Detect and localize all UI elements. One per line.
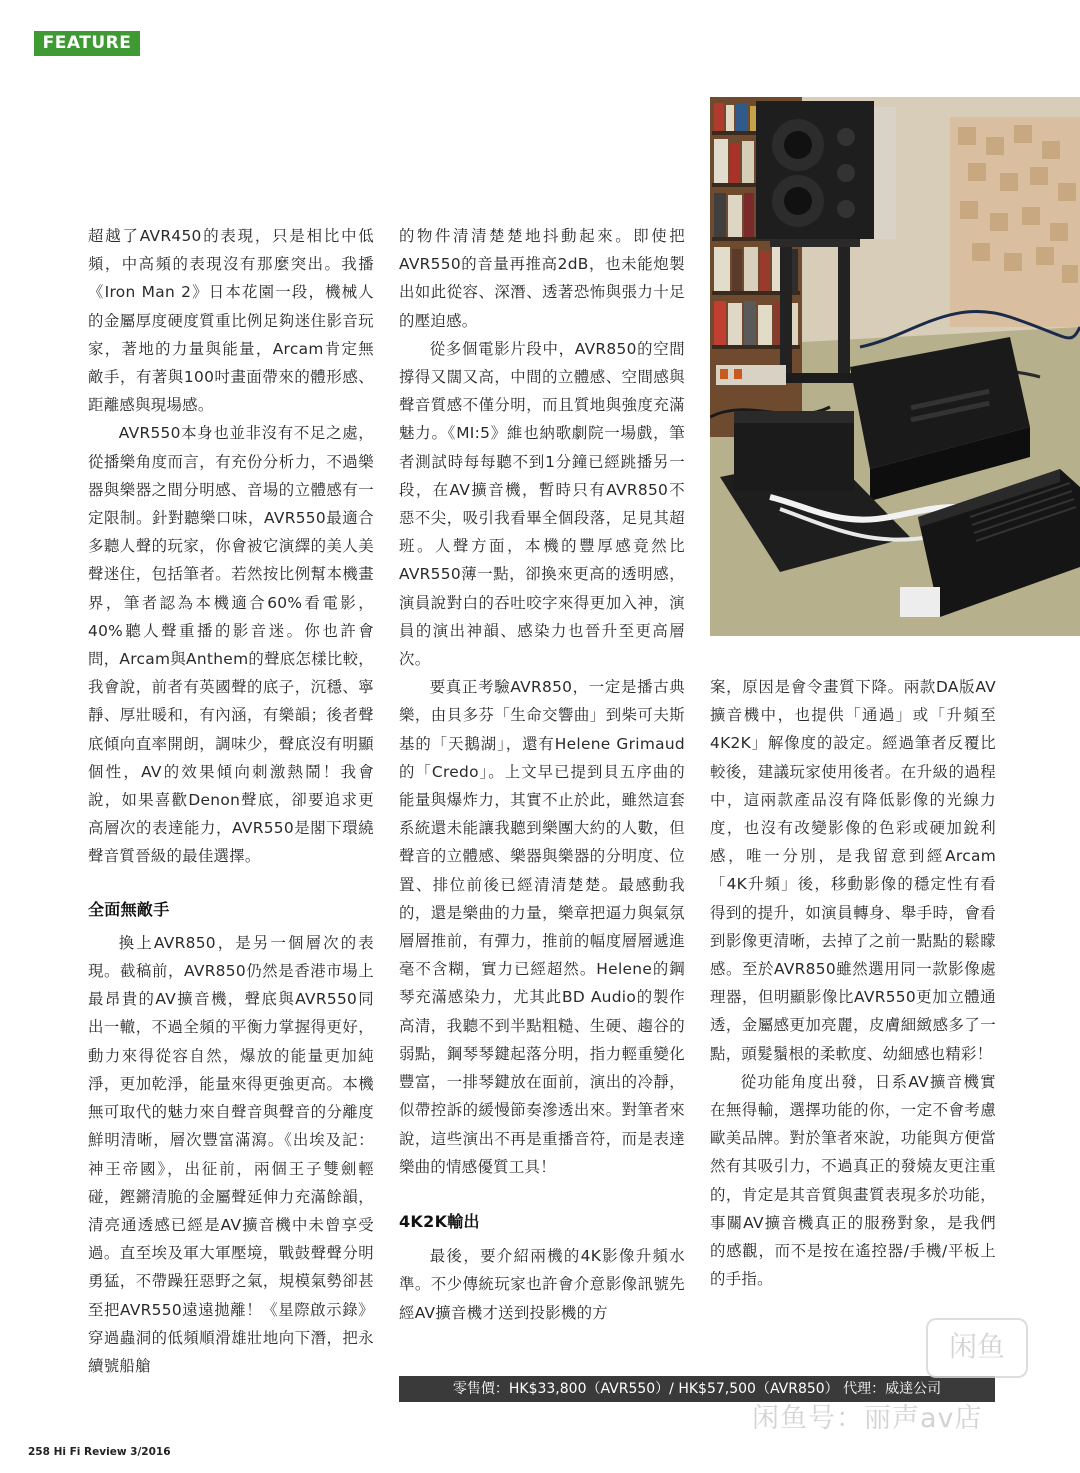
article-column-3 <box>710 673 996 1293</box>
equipment-photo <box>710 97 1080 636</box>
paragraph: 要真正考驗AVR850，一定是播古典樂，由貝多芬「生命交響曲」到柴可夫斯基的「天鵝湖」，還有Helene Grimaud的「Credo」。上文早已提到貝五序曲的能量與爆炸力，其實不止於此，雖然這套系統還未能讓我聽到樂團大約的人數，但聲音的立體感、樂器與樂器的分明度、位置、排位前後已經清清楚楚。最感動我的，還是樂曲的力量，樂章把逼力與氣氛層層推前，有彈力，推前的幅度層層遞進毫不含糊，實力已經超然。Helene的鋼琴充滿感染力，尤其此BD Audio的製作高清，我聽不到半點粗糙、生硬、趨谷的弱點，鋼琴琴鍵起落分明，指力輕重變化豐富，一排琴鍵放在面前，演出的冷靜，似帶控訴的緩慢節奏滲透出來。對筆者來說，這些演出不再是重播音符，而是表達樂曲的情感優質工具！ <box>399 678 685 1176</box>
watermark-logo: 闲鱼 <box>926 1318 1028 1378</box>
article-column-2 <box>399 222 685 1327</box>
section-tag: FEATURE <box>34 31 140 56</box>
watermark-text: 闲鱼号：丽声av店 <box>752 1403 983 1434</box>
paragraph: 案，原因是會令畫質下降。兩款DA版AV擴音機中，也提供「通過」或「升頻至4K2K」解像度的設定。經過筆者反覆比較後，建議玩家使用後者。在升級的過程中，這兩款產品沒有降低影像的光線力度，也沒有改變影像的色彩或硬加銳利感，唯一分別，是我留意到經Arcam「4K升頻」後，移動影像的穩定性有看得到的提升，如演員轉身、舉手時，會看到影像更清晰，去掉了之前一點點的鬆矇感。至於AVR850雖然選用同一款影像處理器，但明顯影像比AVR550更加立體通透，金屬感更加亮麗，皮膚細緻感多了一點，頭髮鬚根的柔軟度、幼細感也精彩！ <box>710 678 996 1063</box>
paragraph: 超越了AVR450的表現，只是相比中低頻，中高頻的表現沒有那麼突出。我播《Iron Man 2》日本花園一段，機械人的金屬厚度硬度質重比例足夠迷住影音玩家，著地的力量與能量，Arcam肯定無敵手，有著與100吋畫面帶來的體形感、距離感與現場感。 <box>88 227 374 415</box>
paragraph: 換上AVR850，是另一個層次的表現。截稿前，AVR850仍然是香港市場上最昂貴的AV擴音機，聲底與AVR550同出一轍，不過全頻的平衡力掌握得更好，動力來得從容自然，爆放的能量更加純淨，更加乾淨，能量來得更強更高。本機無可取代的魅力來自聲音與聲音的分離度鮮明清晰，層次豐富滿瀉。《出埃及記：神王帝國》，出征前，兩個王子雙劍輕碰，鏗鏘清脆的金屬聲延伸力充滿餘韻，清亮通透感已經是AV擴音機中未曾享受過。直至埃及軍大軍壓境，戰鼓聲聲分明勇猛，不帶躁狂惡野之氣，規模氣勢卻甚至把AVR550遠遠拋離！《星際啟示錄》穿過蟲洞的低頻順滑雄壯地向下潛，把永續號船艙 <box>88 933 374 1375</box>
paragraph: 的物件清清楚楚地抖動起來。即使把AVR550的音量再推高2dB，也未能炮製出如此從容、深潛、透著恐怖與張力十足的壓迫感。 <box>399 227 685 330</box>
section-heading: 4K2K輸出 <box>399 1211 480 1231</box>
paragraph: 從多個電影片段中，AVR850的空間撐得又闊又高，中間的立體感、空間感與聲音質感不僅分明，而且質地與強度充滿魅力。《MI:5》維也納歌劇院一場戲，筆者測試時每每聽不到1分鐘已經跳播另一段，在AV擴音機，暫時只有AVR850不惡不尖，吸引我看畢全個段落，足見其超班。人聲方面，本機的豐厚感竟然比AVR550薄一點，卻換來更高的透明感，演員說對白的吞吐咬字來得更加入神，演員的演出神韻、感染力也晉升至更高層次。 <box>399 339 685 669</box>
section-heading: 全面無敵手 <box>88 899 170 919</box>
price-info-bar: 零售價：HK$33,800（AVR550）/ HK$57,500（AVR850） 代理：威達公司 <box>399 1376 995 1402</box>
page-footer: 258 Hi Fi Review 3/2016 <box>28 1446 171 1458</box>
paragraph: AVR550本身也並非沒有不足之處，從播樂角度而言，有充份分析力，不過樂器與樂器之間分明感、音場的立體感有一定限制。針對聽樂口味，AVR550最適合多聽人聲的玩家，你會被它演繹的美人美聲迷住，包括筆者。若然按比例幫本機畫界，筆者認為本機適合60%看電影，40%聽人聲重播的影音迷。你也許會問，Arcam與Anthem的聲底怎樣比較，我會說，前者有英國聲的底子，沉穩、寧靜、厚壯暖和，有內涵，有樂韻；後者聲底傾向直率開朗，調味少，聲底沒有明顯個性，AV的效果傾向刺激熱鬧！我會說，如果喜歡Denon聲底，卻要追求更高層次的表達能力，AVR550是閣下環繞聲音質晉級的最佳選擇。 <box>88 424 374 866</box>
paragraph: 從功能角度出發，日系AV擴音機實在無得輸，選擇功能的你，一定不會考慮歐美品牌。對於筆者來說，功能與方便當然有其吸引力，不過真正的發燒友更注重的，肯定是其音質與畫質表現多於功能，事關AV擴音機真正的服務對象，是我們的感觀，而不是按在遙控器/手機/平板上的手指。 <box>710 1072 996 1289</box>
paragraph: 最後，要介紹兩機的4K影像升頻水準。不少傳統玩家也許會介意影像訊號先經AV擴音機才送到投影機的方 <box>399 1247 685 1322</box>
article-column-1 <box>88 222 374 1380</box>
